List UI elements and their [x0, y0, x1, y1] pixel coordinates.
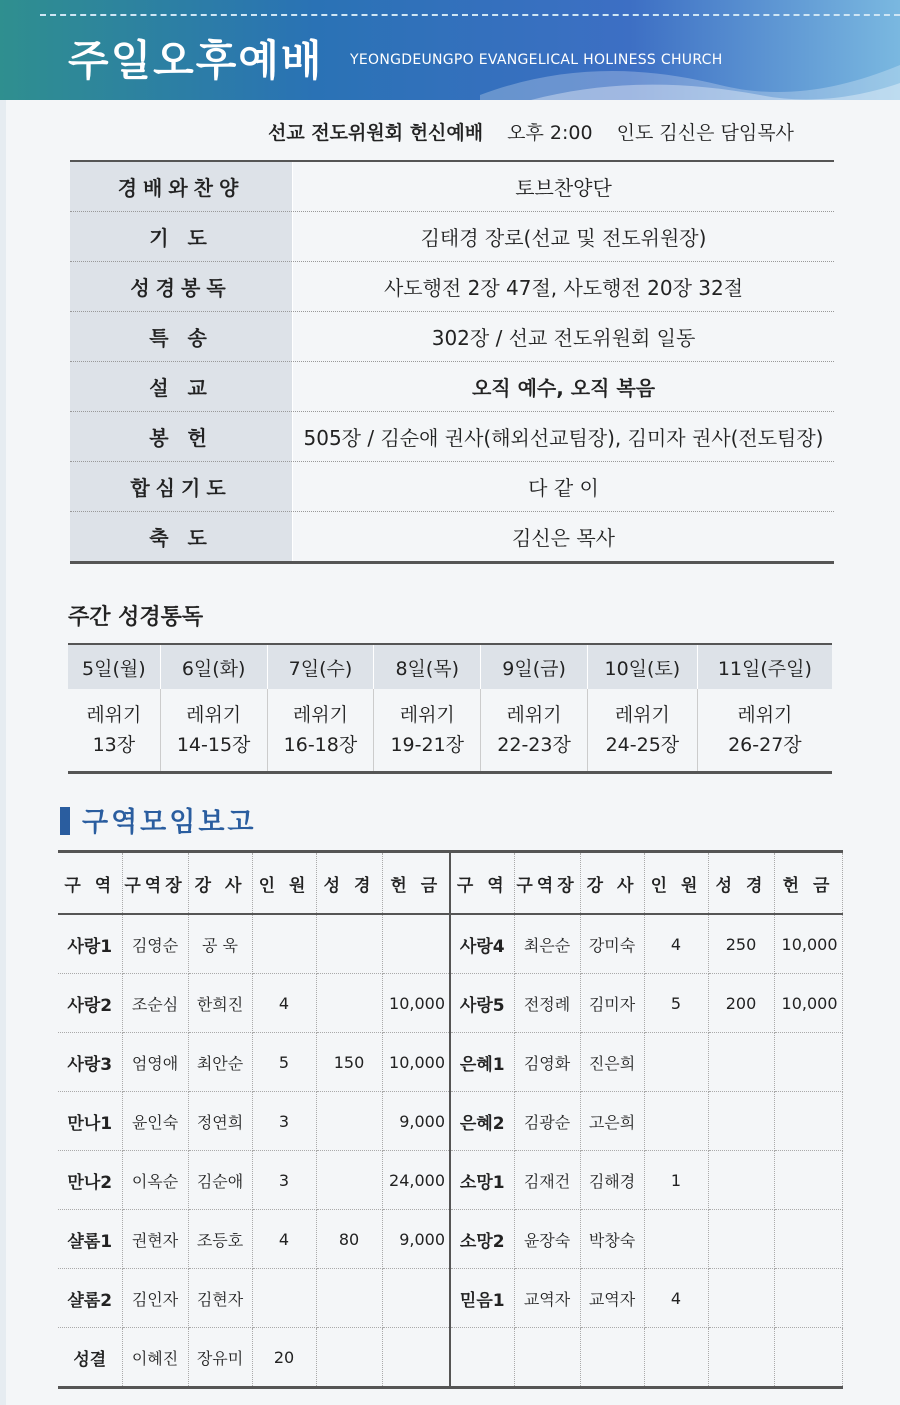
district-report-table [58, 850, 843, 1389]
bible-count [708, 1092, 774, 1151]
offering-amount [774, 1210, 842, 1269]
bible-count [316, 914, 382, 974]
table-row [58, 1269, 842, 1328]
program-value: 302장 / 선교 전도위원회 일동 [293, 312, 835, 362]
program-label: 특 송 [70, 312, 293, 362]
bible-count: 250 [708, 914, 774, 974]
attendance-count [644, 1092, 708, 1151]
district-column-header: 성 경 [708, 852, 774, 915]
bible-count [316, 1092, 382, 1151]
district-name: 믿음1 [450, 1269, 514, 1328]
bible-count [316, 1151, 382, 1210]
bible-count [708, 1151, 774, 1210]
attendance-count: 4 [644, 914, 708, 974]
page-title: 주일오후예배 [68, 36, 324, 85]
header-dashed-line [40, 14, 900, 16]
leader-name: 김광순 [514, 1092, 580, 1151]
title-bar-icon [60, 807, 70, 835]
bible-count [708, 1269, 774, 1328]
program-label: 축 도 [70, 512, 293, 563]
offering-amount [382, 1269, 450, 1328]
district-column-header: 성 경 [316, 852, 382, 915]
bible-count: 80 [316, 1210, 382, 1269]
bible-count [316, 1269, 382, 1328]
offering-amount: 24,000 [382, 1151, 450, 1210]
district-column-header: 구역장 [514, 852, 580, 915]
leader-name [514, 1328, 580, 1388]
church-name: YEONGDEUNGPO EVANGELICAL HOLINESS CHURCH [350, 52, 723, 68]
bible-count: 150 [316, 1033, 382, 1092]
offering-amount: 9,000 [382, 1210, 450, 1269]
reading-body-row [68, 689, 832, 773]
reading-book: 레위기 [614, 704, 670, 726]
district-column-header: 구 역 [450, 852, 514, 915]
district-name: 사랑4 [450, 914, 514, 974]
reading-chapters: 13장 [92, 734, 136, 756]
reading-day: 10일(토) [587, 644, 697, 689]
leader-name: 김영화 [514, 1033, 580, 1092]
service-name: 선교 전도위원회 헌신예배 [268, 122, 484, 144]
attendance-count: 4 [252, 974, 316, 1033]
district-header-row [58, 852, 842, 915]
program-value: 김태경 장로(선교 및 전도위원장) [293, 212, 835, 262]
attendance-count: 4 [644, 1269, 708, 1328]
program-table [70, 160, 834, 564]
attendance-count: 20 [252, 1328, 316, 1388]
teacher-name: 한희진 [188, 974, 252, 1033]
offering-amount: 10,000 [774, 914, 842, 974]
attendance-count [644, 1328, 708, 1388]
table-row [58, 914, 842, 974]
leader-name: 권현자 [122, 1210, 188, 1269]
district-column-header: 인 원 [644, 852, 708, 915]
reading-day: 8일(목) [374, 644, 481, 689]
district-name: 샬롬2 [58, 1269, 122, 1328]
district-report-title [60, 800, 257, 839]
attendance-count: 1 [644, 1151, 708, 1210]
district-name: 소망2 [450, 1210, 514, 1269]
program-row [70, 262, 834, 312]
program-row [70, 212, 834, 262]
left-margin-bar [0, 100, 6, 1405]
reading-chapters: 16-18장 [283, 734, 358, 756]
teacher-name: 정연희 [188, 1092, 252, 1151]
reading-book: 레위기 [86, 704, 142, 726]
leader-name: 교역자 [514, 1269, 580, 1328]
district-name: 은혜1 [450, 1033, 514, 1092]
program-row [70, 512, 834, 563]
attendance-count: 3 [252, 1092, 316, 1151]
leader-name: 윤인숙 [122, 1092, 188, 1151]
district-name: 사랑1 [58, 914, 122, 974]
program-row [70, 312, 834, 362]
reading-cell [697, 689, 832, 773]
reading-book: 레위기 [292, 704, 348, 726]
program-label: 경배와찬양 [70, 161, 293, 212]
table-row [58, 1033, 842, 1092]
teacher-name: 최안순 [188, 1033, 252, 1092]
teacher-name: 장유미 [188, 1328, 252, 1388]
reading-chapters: 14-15장 [176, 734, 251, 756]
program-value: 다 같 이 [293, 462, 835, 512]
reading-cell [68, 689, 160, 773]
district-name [450, 1328, 514, 1388]
leader-name: 이혜진 [122, 1328, 188, 1388]
leader-name: 전정례 [514, 974, 580, 1033]
offering-amount [774, 1033, 842, 1092]
offering-amount [774, 1328, 842, 1388]
reading-cell [374, 689, 481, 773]
bible-count [708, 1210, 774, 1269]
district-column-header: 헌 금 [774, 852, 842, 915]
teacher-name: 교역자 [580, 1269, 644, 1328]
program-label: 설 교 [70, 362, 293, 412]
table-row [58, 1151, 842, 1210]
reading-cell [160, 689, 267, 773]
bible-count [316, 974, 382, 1033]
offering-amount [774, 1151, 842, 1210]
weekly-reading-table [68, 643, 832, 774]
leader-name: 김재건 [514, 1151, 580, 1210]
district-column-header: 인 원 [252, 852, 316, 915]
reading-cell [481, 689, 588, 773]
program-row [70, 161, 834, 212]
program-value: 사도행전 2장 47절, 사도행전 20장 32절 [293, 262, 835, 312]
district-column-header: 구 역 [58, 852, 122, 915]
district-report-title-text: 구역모임보고 [82, 807, 257, 838]
leader-name: 김인자 [122, 1269, 188, 1328]
reading-chapters: 24-25장 [605, 734, 680, 756]
attendance-count [252, 1269, 316, 1328]
reading-cell [267, 689, 374, 773]
offering-amount [382, 1328, 450, 1388]
service-leader: 인도 김신은 담임목사 [616, 122, 794, 144]
teacher-name: 김해경 [580, 1151, 644, 1210]
district-name: 소망1 [450, 1151, 514, 1210]
teacher-name: 공 욱 [188, 914, 252, 974]
sermon-title: 오직 예수, 오직 복음 [293, 362, 835, 412]
district-name: 은혜2 [450, 1092, 514, 1151]
teacher-name: 김미자 [580, 974, 644, 1033]
reading-title: 주간 성경통독 [68, 605, 204, 630]
table-row [58, 1092, 842, 1151]
teacher-name: 강미숙 [580, 914, 644, 974]
district-name: 사랑3 [58, 1033, 122, 1092]
attendance-count [644, 1210, 708, 1269]
bible-count [708, 1328, 774, 1388]
district-name: 성결 [58, 1328, 122, 1388]
attendance-count: 5 [644, 974, 708, 1033]
leader-name: 윤장숙 [514, 1210, 580, 1269]
leader-name: 조순심 [122, 974, 188, 1033]
program-label: 성경봉독 [70, 262, 293, 312]
offering-amount [382, 914, 450, 974]
attendance-count [252, 914, 316, 974]
teacher-name: 진은희 [580, 1033, 644, 1092]
reading-chapters: 26-27장 [728, 734, 802, 756]
program-row [70, 412, 834, 462]
teacher-name: 박창숙 [580, 1210, 644, 1269]
attendance-count: 4 [252, 1210, 316, 1269]
program-value: 토브찬양단 [293, 161, 835, 212]
reading-book: 레위기 [737, 704, 793, 726]
reading-cell [587, 689, 697, 773]
table-row [58, 1328, 842, 1388]
reading-chapters: 22-23장 [497, 734, 571, 756]
teacher-name: 김순애 [188, 1151, 252, 1210]
service-heading [268, 118, 794, 145]
district-column-header: 헌 금 [382, 852, 450, 915]
leader-name: 엄영애 [122, 1033, 188, 1092]
program-value: 김신은 목사 [293, 512, 835, 563]
attendance-count: 5 [252, 1033, 316, 1092]
program-label: 합심기도 [70, 462, 293, 512]
leader-name: 김영순 [122, 914, 188, 974]
offering-amount: 10,000 [382, 974, 450, 1033]
leader-name: 최은순 [514, 914, 580, 974]
district-name: 만나2 [58, 1151, 122, 1210]
teacher-name: 조등호 [188, 1210, 252, 1269]
bible-count [708, 1033, 774, 1092]
offering-amount: 10,000 [382, 1033, 450, 1092]
reading-book: 레위기 [506, 704, 562, 726]
district-column-header: 강 사 [580, 852, 644, 915]
attendance-count: 3 [252, 1151, 316, 1210]
district-name: 만나1 [58, 1092, 122, 1151]
reading-header-row [68, 644, 832, 689]
bible-count: 200 [708, 974, 774, 1033]
reading-chapters: 19-21장 [390, 734, 465, 756]
district-name: 사랑5 [450, 974, 514, 1033]
wave-decoration-icon [480, 55, 900, 100]
table-row [58, 1210, 842, 1269]
offering-amount: 9,000 [382, 1092, 450, 1151]
attendance-count [644, 1033, 708, 1092]
program-row [70, 462, 834, 512]
offering-amount [774, 1092, 842, 1151]
district-name: 샬롬1 [58, 1210, 122, 1269]
service-time: 오후 2:00 [507, 122, 593, 144]
teacher-name: 고은희 [580, 1092, 644, 1151]
bible-count [316, 1328, 382, 1388]
reading-day: 9일(금) [481, 644, 588, 689]
program-label: 기 도 [70, 212, 293, 262]
program-value: 505장 / 김순애 권사(해외선교팀장), 김미자 권사(전도팀장) [293, 412, 835, 462]
table-row [58, 974, 842, 1033]
district-column-header: 구역장 [122, 852, 188, 915]
district-name: 사랑2 [58, 974, 122, 1033]
reading-day: 5일(월) [68, 644, 160, 689]
offering-amount [774, 1269, 842, 1328]
reading-book: 레위기 [186, 704, 242, 726]
reading-day: 7일(수) [267, 644, 374, 689]
reading-day: 11일(주일) [697, 644, 832, 689]
leader-name: 이옥순 [122, 1151, 188, 1210]
teacher-name: 김현자 [188, 1269, 252, 1328]
program-row [70, 362, 834, 412]
reading-book: 레위기 [399, 704, 455, 726]
district-column-header: 강 사 [188, 852, 252, 915]
header-band [0, 0, 900, 100]
reading-day: 6일(화) [160, 644, 267, 689]
teacher-name [580, 1328, 644, 1388]
program-label: 봉 헌 [70, 412, 293, 462]
offering-amount: 10,000 [774, 974, 842, 1033]
